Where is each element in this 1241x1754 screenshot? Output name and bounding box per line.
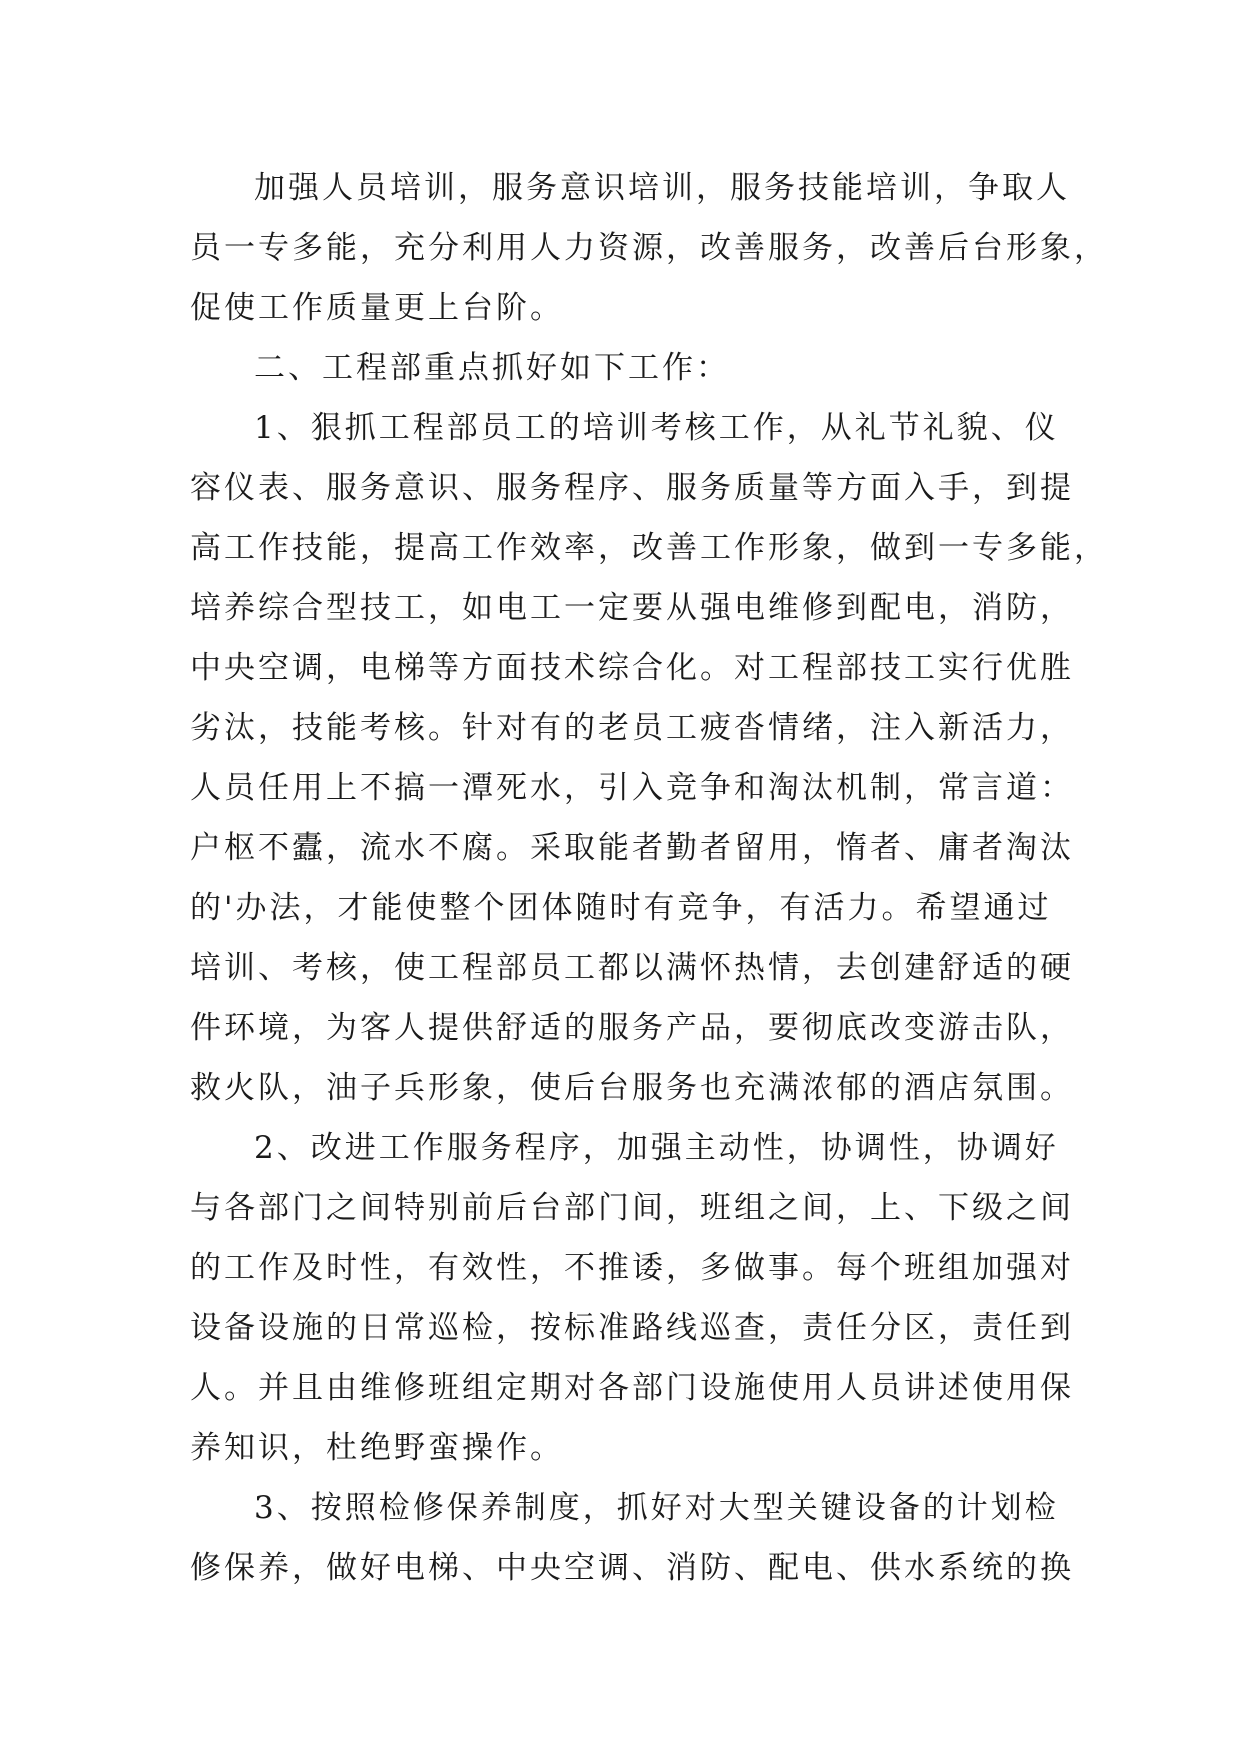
text-line: 修保养，做好电梯、中央空调、消防、配电、供水系统的换: [190, 1550, 1074, 1586]
text-line: 救火队，油子兵形象，使后台服务也充满浓郁的酒店氛围。: [190, 1070, 1074, 1106]
text-line: 加强人员培训，服务意识培训，服务技能培训，争取人: [254, 170, 1070, 206]
text-line: 员一专多能，充分利用人力资源，改善服务，改善后台形象，: [190, 230, 1108, 266]
text-line: 件环境，为客人提供舒适的服务产品，要彻底改变游击队，: [190, 1010, 1074, 1046]
text-line: 容仪表、服务意识、服务程序、服务质量等方面入手，到提: [190, 470, 1074, 506]
text-line: 人员任用上不搞一潭死水，引入竞争和淘汰机制，常言道：: [190, 770, 1074, 806]
text-line: 1、狠抓工程部员工的培训考核工作，从礼节礼貌、仪: [254, 410, 1059, 446]
text-line: 与各部门之间特别前后台部门间，班组之间，上、下级之间: [190, 1190, 1074, 1226]
text-line: 人。并且由维修班组定期对各部门设施使用人员讲述使用保: [190, 1370, 1074, 1406]
text-line: 设备设施的日常巡检，按标准路线巡查，责任分区，责任到: [190, 1310, 1074, 1346]
text-line: 高工作技能，提高工作效率，改善工作形象，做到一专多能，: [190, 530, 1108, 566]
text-line: 培养综合型技工，如电工一定要从强电维修到配电，消防，: [190, 590, 1074, 626]
text-line: 劣汰，技能考核。针对有的老员工疲沓情绪，注入新活力，: [190, 710, 1074, 746]
text-line: 二、工程部重点抓好如下工作：: [254, 350, 730, 386]
text-line: 的'办法，才能使整个团体随时有竞争，有活力。希望通过: [190, 890, 1052, 926]
text-line: 的工作及时性，有效性，不推诿，多做事。每个班组加强对: [190, 1250, 1074, 1286]
text-line: 促使工作质量更上台阶。: [190, 290, 564, 326]
text-line: 中央空调，电梯等方面技术综合化。对工程部技工实行优胜: [190, 650, 1074, 686]
text-line: 培训、考核，使工程部员工都以满怀热情，去创建舒适的硬: [190, 950, 1074, 986]
text-line: 户枢不蠹，流水不腐。采取能者勤者留用，惰者、庸者淘汰: [190, 830, 1074, 866]
text-line: 2、改进工作服务程序，加强主动性，协调性，协调好: [254, 1130, 1059, 1166]
text-line: 3、按照检修保养制度，抓好对大型关键设备的计划检: [254, 1490, 1059, 1526]
text-line: 养知识，杜绝野蛮操作。: [190, 1430, 564, 1466]
document-body: [190, 158, 1108, 1598]
